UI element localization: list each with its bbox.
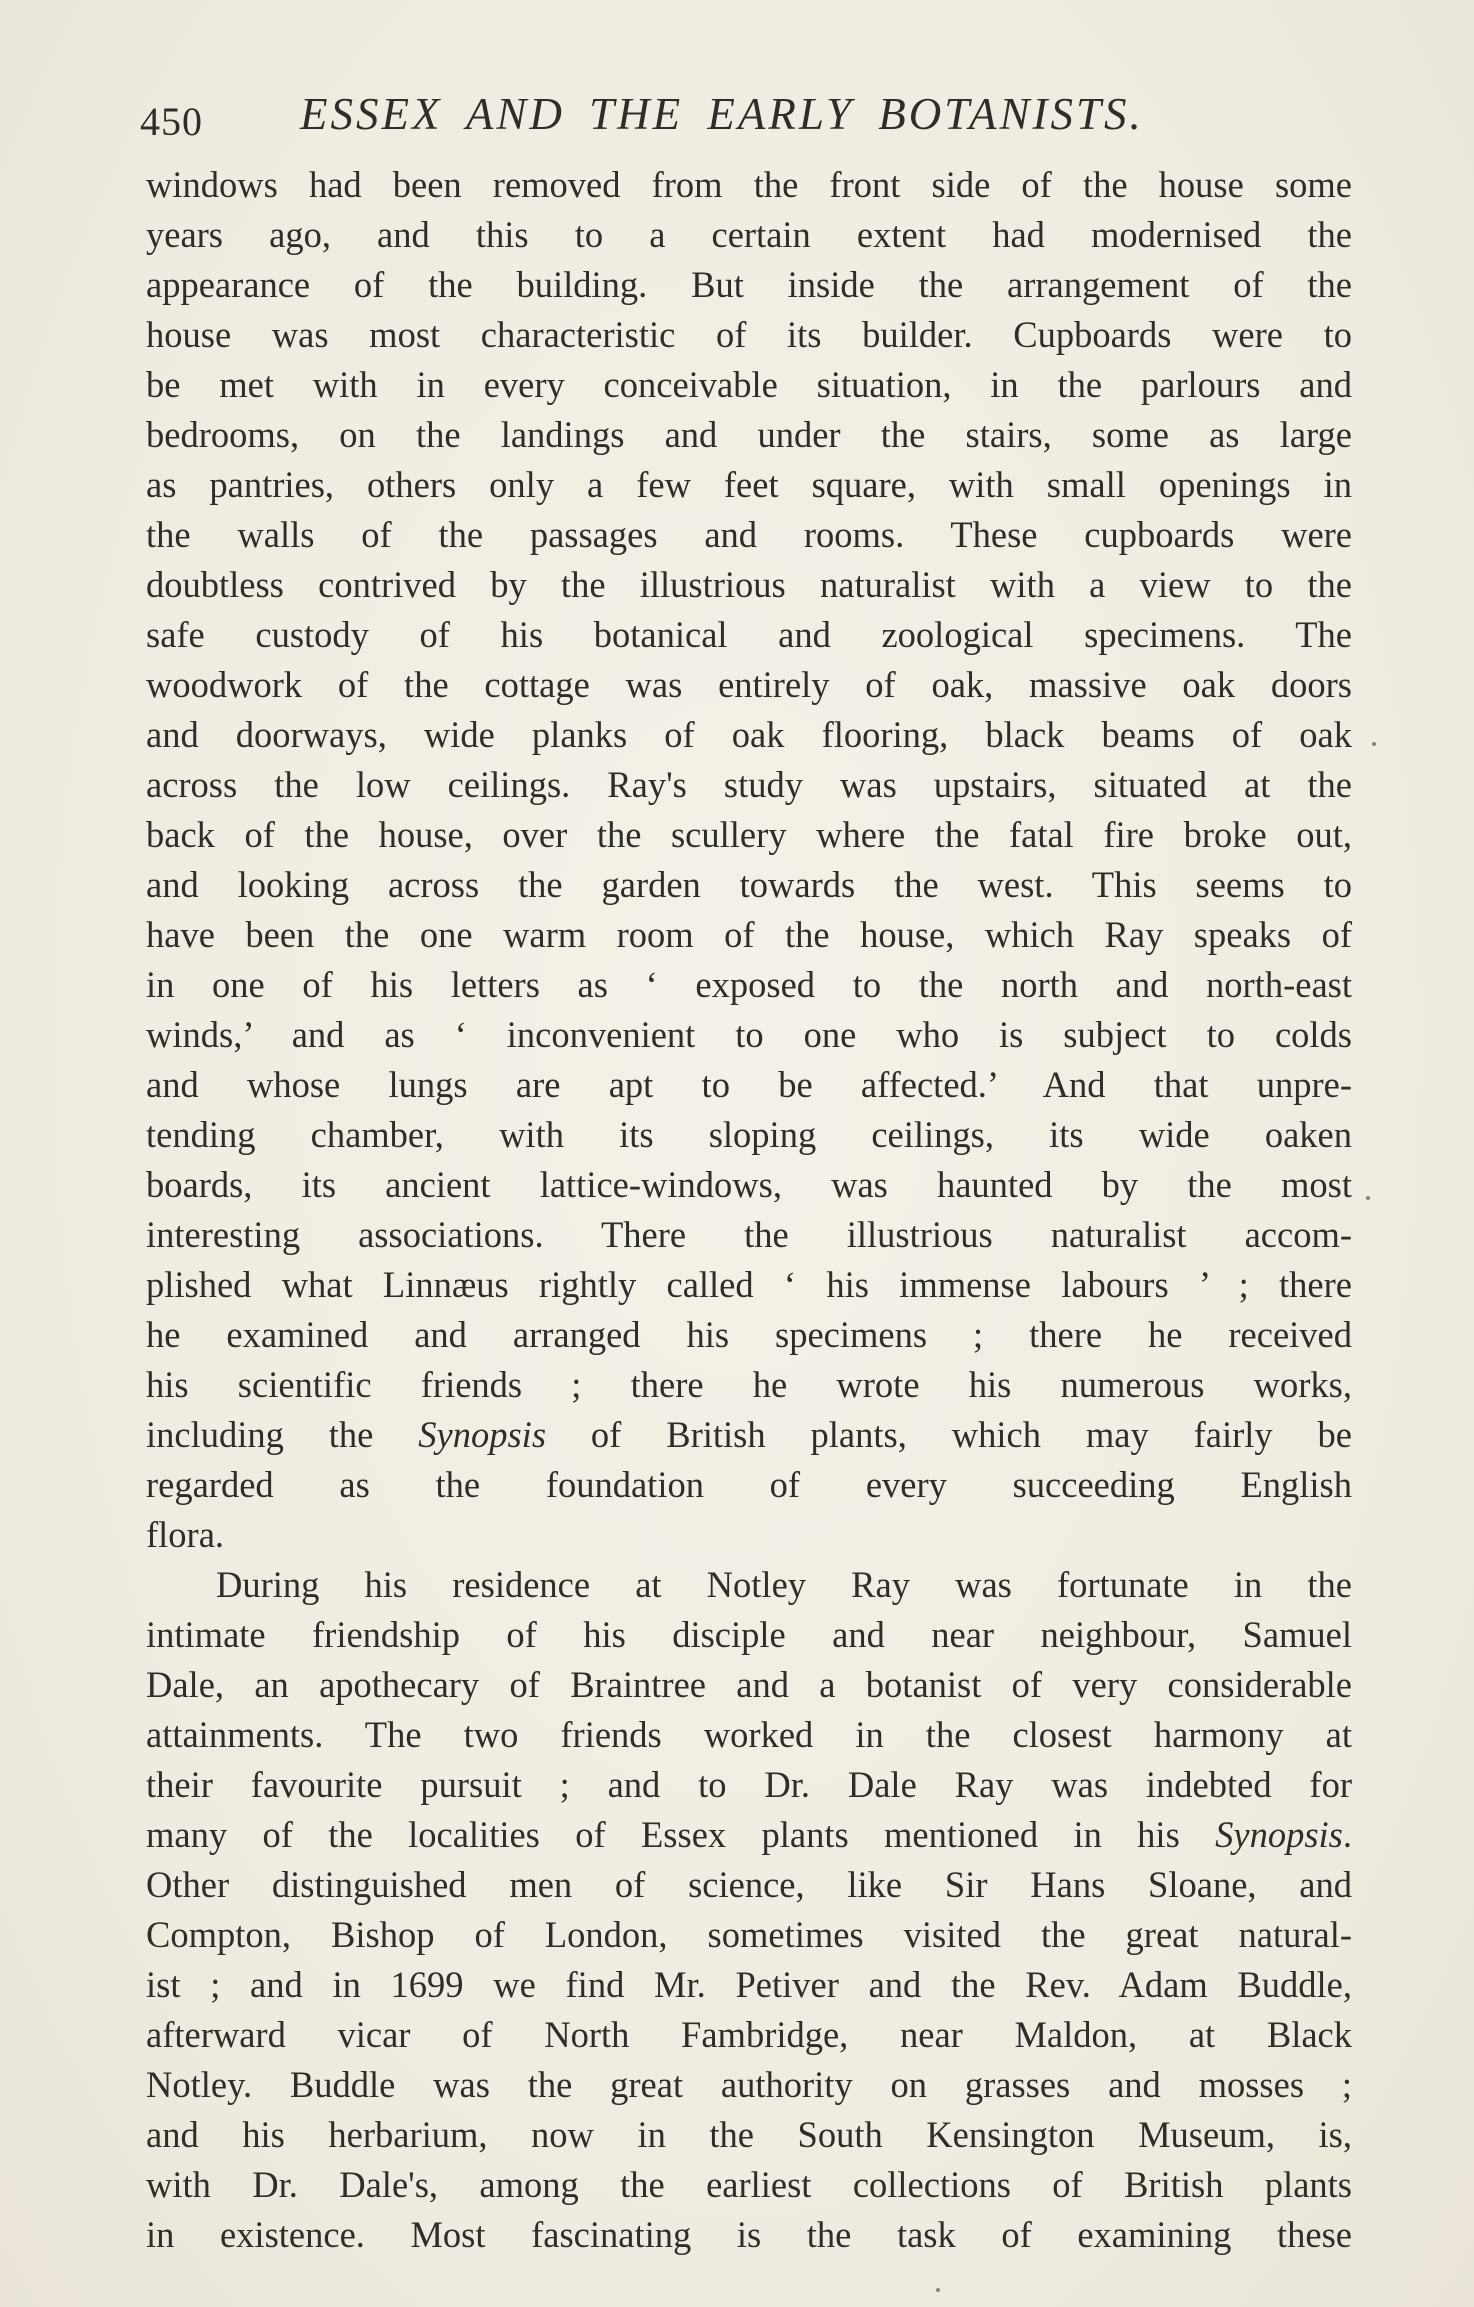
text-line: and his herbarium, now in the South Kensington Museum, is, <box>146 2114 1352 2155</box>
text-line: boards, its ancient lattice-windows, was haunted by the most <box>146 1164 1352 1205</box>
text-line: attainments. The two friends worked in the closest harmony at <box>146 1714 1352 1755</box>
text-line: and whose lungs are apt to be affected.’ And that unpre- <box>146 1064 1352 1105</box>
text-line: their favourite pursuit ; and to Dr. Dale Ray was indebted for <box>146 1764 1352 1805</box>
text-line: interesting associations. There the illustrious naturalist accom- <box>146 1214 1352 1255</box>
text-line: woodwork of the cottage was entirely of oak, massive oak doors <box>146 664 1352 705</box>
text-line: tending chamber, with its sloping ceilings, its wide oaken <box>146 1114 1352 1155</box>
text-line: be met with in every conceivable situation, in the parlours and <box>146 364 1352 405</box>
running-title: ESSEX AND THE EARLY BOTANISTS. <box>300 89 1144 139</box>
text-line: regarded as the foundation of every succeeding English <box>146 1464 1352 1505</box>
text-line: plished what Linnæus rightly called ‘ his immense labours ’ ; there <box>146 1264 1352 1305</box>
text-line: afterward vicar of North Fambridge, near Maldon, at Black <box>146 2014 1352 2055</box>
text-line: ist ; and in 1699 we find Mr. Petiver and the Rev. Adam Buddle, <box>146 1964 1352 2005</box>
text-line: and looking across the garden towards the west. This seems to <box>146 864 1352 905</box>
text-line: Compton, Bishop of London, sometimes visited the great natural- <box>146 1914 1352 1955</box>
text-line: winds,’ and as ‘ inconvenient to one who is subject to colds <box>146 1014 1352 1055</box>
text-line: windows had been removed from the front side of the house some <box>146 164 1352 205</box>
text-line: Dale, an apothecary of Braintree and a botanist of very considerable <box>146 1664 1352 1705</box>
text-line: intimate friendship of his disciple and near neighbour, Samuel <box>146 1614 1352 1655</box>
text-line: doubtless contrived by the illustrious naturalist with a view to the <box>146 564 1352 605</box>
text-line: including the Synopsis of British plants, which may fairly be <box>146 1414 1352 1455</box>
text-line: back of the house, over the scullery where the fatal fire broke out, <box>146 814 1352 855</box>
text-line: across the low ceilings. Ray's study was upstairs, situated at the <box>146 764 1352 805</box>
text-line: his scientific friends ; there he wrote his numerous works, <box>146 1364 1352 1405</box>
text-line: in one of his letters as ‘ exposed to the north and north-east <box>146 964 1352 1005</box>
text-line: as pantries, others only a few feet square, with small openings in <box>146 464 1352 505</box>
text-line: years ago, and this to a certain extent had modernised the <box>146 214 1352 255</box>
body-text <box>146 160 1352 2260</box>
text-line: Other distinguished men of science, like Sir Hans Sloane, and <box>146 1864 1352 1905</box>
text-line: safe custody of his botanical and zoological specimens. The <box>146 614 1352 655</box>
text-line: in existence. Most fascinating is the task of examining these <box>146 2214 1352 2255</box>
page-number: 450 <box>140 99 203 144</box>
text-line: house was most characteristic of its builder. Cupboards were to <box>146 314 1352 355</box>
text-line: During his residence at Notley Ray was fortunate in the <box>216 1564 1352 1605</box>
text-line: bedrooms, on the landings and under the stairs, some as large <box>146 414 1352 455</box>
text-line: Notley. Buddle was the great authority on grasses and mosses ; <box>146 2064 1352 2105</box>
text-line: have been the one warm room of the house, which Ray speaks of <box>146 914 1352 955</box>
text-line: many of the localities of Essex plants mentioned in his Synopsis. <box>146 1814 1352 1855</box>
text-line: flora. <box>146 1514 225 1555</box>
text-line: the walls of the passages and rooms. These cupboards were <box>146 514 1352 555</box>
text-line: he examined and arranged his specimens ; there he received <box>146 1314 1352 1355</box>
page-header <box>140 88 1370 148</box>
text-line: with Dr. Dale's, among the earliest collections of British plants <box>146 2164 1352 2205</box>
text-line: and doorways, wide planks of oak flooring, black beams of oak <box>146 714 1352 755</box>
paragraph-1 <box>146 160 1352 1560</box>
margin-speck <box>1366 1196 1370 1200</box>
margin-speck <box>936 2288 940 2292</box>
text-line: appearance of the building. But inside the arrangement of the <box>146 264 1352 305</box>
paragraph-2 <box>146 1560 1352 2260</box>
margin-speck <box>1372 742 1376 746</box>
